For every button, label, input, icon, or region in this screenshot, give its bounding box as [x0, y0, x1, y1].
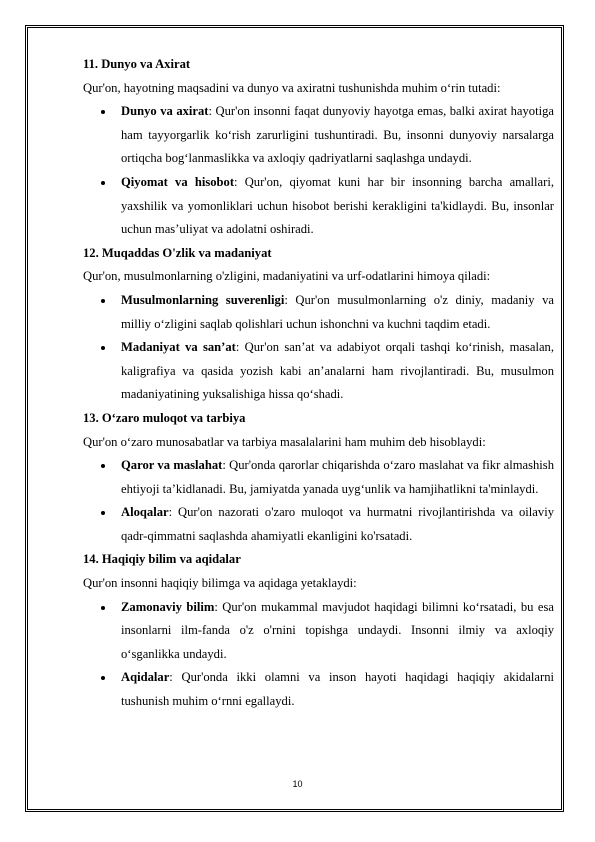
section-heading: 11. Dunyo va Axirat [83, 57, 191, 71]
list-item [121, 501, 554, 548]
item-text: : Qur'on, qiyomat kuni har bir insonning barcha amallari, yaxshilik va yomonliklari uchun hisobot berishi kerakligini ta'kidlaydi. Bu, insonlar uchun mas’uliyat va adolatni oshiradi. [121, 174, 554, 237]
item-term: Musulmonlarning suverenligi [121, 292, 285, 307]
bullet-icon [101, 181, 105, 185]
item-term: Qaror va maslahat [121, 458, 223, 473]
section-heading: 12. Muqaddas O'zlik va madaniyat [83, 245, 272, 260]
bullet-list [83, 596, 554, 714]
section-heading: 14. Haqiqiy bilim va aqidalar [83, 552, 241, 567]
list-item [121, 454, 554, 501]
list-item [121, 596, 554, 667]
list-item [121, 666, 554, 713]
section-heading: 13. O‘zaro muloqot va tarbiya [83, 410, 246, 425]
item-text: : Qur'on nazorati o'zaro muloqot va hurmatni rivojlantirishda va oilaviy qadr-qimmatni saqlashda ahamiyatli ekanligini ko'rsatadi. [121, 505, 554, 543]
item-text: : Qur'onda ikki olamni va inson hayoti haqidagi haqiqiy akidalarni tushunish muhim o‘rnni egallaydi. [121, 670, 554, 709]
item-text: : Qur'onda qarorlar chiqarishda o‘zaro maslahat va fikr almashish ehtiyoji ta’kidlanadi. Bu, jamiyatda yanada uyg‘unlik va hamjihatlikni ta'minlaydi. [121, 458, 554, 496]
section-intro: Qur'on insonni haqiqiy bilimga va aqidaga yetaklaydi: [83, 576, 357, 591]
item-term: Aloqalar [121, 505, 169, 520]
list-item [121, 171, 554, 242]
page-number: 10 [292, 779, 303, 789]
bullet-list [83, 289, 554, 407]
item-text: : Qur'on insonni faqat dunyoviy hayotga emas, balki axirat hayotiga ham tayyorgarlik ko‘rish zarurligini tushuntiradi. Bu, insonni dunyoviy narsalarga ortiqcha bog‘lanmaslikka va axloqiy qadriyatlarni saqlashga undaydi. [121, 104, 554, 166]
section-intro: Qur'on, hayotning maqsadini va dunyo va axiratni tushunishda muhim o‘rin tutadi: [83, 80, 501, 95]
item-text: : Qur'on san’at va adabiyot orqali tashqi ko‘rinish, masalan, kaligrafiya va qasida yozish kabi an’analarni ham rivojlantiradi. Bu, musulmon madaniyatining yuksalishiga hissa qo‘shadi. [121, 340, 554, 402]
bullet-icon [101, 676, 105, 680]
list-item [121, 289, 554, 336]
bullet-icon [101, 606, 105, 610]
bullet-icon [101, 346, 105, 350]
item-term: Madaniyat va san’at [121, 340, 236, 355]
list-item [121, 100, 554, 171]
section-intro: Qur'on, musulmonlarning o'zligini, madaniyatini va urf-odatlarini himoya qiladi: [83, 269, 491, 284]
bullet-list [83, 454, 554, 548]
bullet-icon [101, 299, 105, 303]
bullet-icon [101, 511, 105, 515]
item-text: : Qur'on mukammal mavjudot haqidagi bilimni ko‘rsatadi, bu esa insonlarni ilm-fanda o'z o'rnini topishga undaydi. Insonni ilmiy va axloqiy o‘sganlikka undaydi. [121, 599, 554, 661]
item-term: Zamonaviy bilim [121, 599, 215, 614]
document-body [83, 53, 554, 714]
list-item [121, 336, 554, 407]
item-term: Qiyomat va hisobot [121, 174, 235, 189]
bullet-icon [101, 110, 105, 114]
bullet-list [83, 100, 554, 242]
bullet-icon [101, 464, 105, 468]
item-term: Dunyo va axirat [121, 104, 209, 119]
section-intro: Qur'on o‘zaro munosabatlar va tarbiya masalalarini ham muhim deb hisoblaydi: [83, 434, 486, 449]
item-term: Aqidalar [121, 670, 170, 685]
item-text: : Qur'on musulmonlarning o'z diniy, madaniy va milliy o‘zligini saqlab qolishlari uchun ishonchni va kuchni taqdim etadi. [121, 292, 554, 331]
